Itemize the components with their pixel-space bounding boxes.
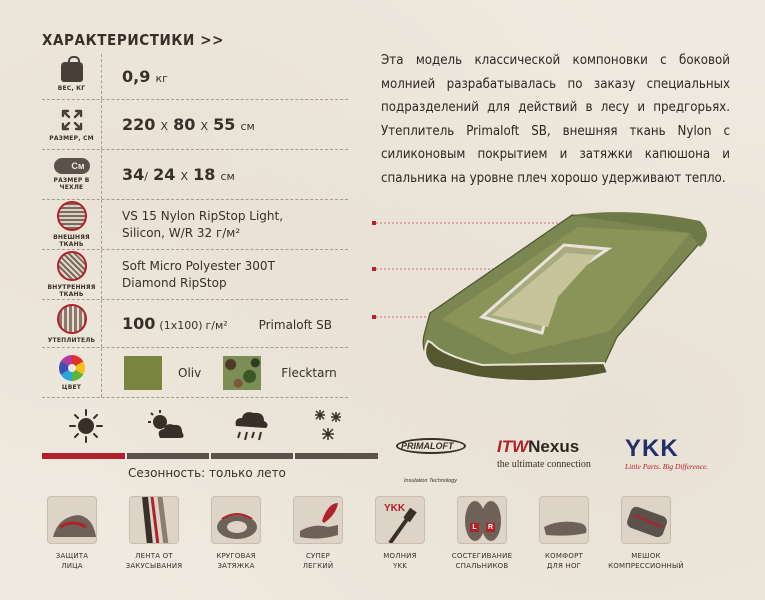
insulation-detail: (1х100) [159, 319, 203, 332]
feature-foot-comfort [526, 496, 602, 571]
feature-caption: КРУГОВАЯ ЗАТЯЖКА [216, 552, 256, 570]
spec-row-size [42, 100, 348, 150]
spec-row-outer-fabric [42, 200, 348, 250]
spec-value-outer [102, 208, 283, 242]
spec-icon-cell [42, 200, 102, 249]
fabric-outer-icon [57, 201, 87, 231]
drawcord-icon [211, 496, 261, 544]
primaloft-tagline: Insulation Technology [404, 478, 458, 484]
spec-value-inner [102, 258, 275, 292]
spec-icon-cell [42, 250, 102, 299]
spec-icon-cell [42, 54, 102, 99]
spec-caption: УТЕПЛИТЕЛЬ [47, 336, 96, 344]
spec-icon-cell [42, 300, 102, 347]
section-title: ХАРАКТЕРИСТИКИ >> [42, 31, 225, 49]
feature-compression-sack [608, 496, 684, 571]
color-swatch-oliv[interactable] [124, 356, 162, 390]
spec-icon-cell [42, 150, 102, 199]
callout-dots [372, 221, 376, 319]
spec-value-size [102, 115, 255, 134]
packed-unit: см [220, 170, 235, 183]
primaloft-logo [396, 438, 474, 484]
insulation-icon [57, 304, 87, 334]
right-badge: R [487, 524, 494, 531]
feature-super-light [280, 496, 356, 571]
feature-caption: ЛЕНТА ОТ ЗАКУСЫВАНИЯ [125, 552, 183, 570]
packed-sep: Х [180, 170, 188, 183]
spec-table [42, 54, 348, 394]
feature-ykk-zipper [362, 496, 438, 571]
outer-fabric-line2: Silicon, W/R 32 г/м² [122, 225, 241, 240]
size-sep: Х [200, 120, 209, 133]
spec-caption: РАЗМЕР, СМ [49, 134, 94, 142]
insulation-unit: г/м² [205, 319, 228, 332]
color-swatch-flecktarn[interactable] [223, 356, 261, 390]
color-wheel-icon [59, 355, 85, 381]
nexus-tagline: the ultimate connection [497, 459, 591, 470]
spec-caption: РАЗМЕР В ЧЕХЛЕ [53, 177, 90, 191]
season-bar [42, 453, 378, 461]
compression-sack-icon [621, 496, 671, 544]
color-label-oliv: Oliv [178, 365, 202, 380]
packed-length: 34 [122, 165, 145, 184]
bag-joining-icon [457, 496, 507, 544]
size-width: 80 [173, 115, 196, 134]
ykk-tagline: Little Parts. Big Difference. [625, 462, 709, 471]
spec-row-weight [42, 54, 348, 100]
packed-slash: / [144, 170, 148, 183]
inner-fabric-line2: Diamond RipStop [122, 275, 227, 290]
snowflakes-icon [312, 408, 352, 444]
spec-caption: ВНУТРЕННЯЯ ТКАНЬ [47, 284, 96, 298]
face-protection-icon [47, 496, 97, 544]
inner-fabric-line1: Soft Micro Polyester 300T [122, 258, 275, 273]
sleeping-bag-illustration [372, 205, 722, 390]
size-unit: см [240, 120, 255, 133]
fabric-inner-icon [57, 251, 87, 281]
spec-row-packed [42, 150, 348, 200]
feature-bag-joining [444, 496, 520, 571]
size-length: 220 [122, 115, 156, 134]
spec-caption: ВНЕШНЯЯ ТКАНЬ [53, 234, 90, 248]
spec-caption: ЦВЕТ [61, 383, 82, 391]
nexus-logo [497, 437, 607, 470]
feather-hand-icon [293, 496, 343, 544]
feature-caption: МЕШОК КОМПРЕССИОННЫЙ [608, 552, 684, 570]
weight-value: 0,9 [122, 67, 151, 86]
sun-icon [66, 408, 106, 444]
nexus-brand: ITW [497, 437, 529, 456]
size-sep: Х [160, 120, 169, 133]
resize-arrows-icon [60, 108, 84, 132]
ykk-badge: YKK [384, 503, 406, 514]
weight-unit: кг [155, 72, 168, 85]
packed-compressed: 24 [153, 165, 176, 184]
feature-caption: СУПЕР ЛЕГКИЙ [302, 552, 334, 570]
feature-drawcord [198, 496, 274, 571]
foot-comfort-icon [539, 496, 589, 544]
anti-snag-tape-icon [129, 496, 179, 544]
ykk-zipper-icon [375, 496, 425, 544]
color-label-flecktarn: Flecktarn [281, 365, 337, 380]
feature-caption: ЗАЩИТА ЛИЦА [55, 552, 89, 570]
product-description: Эта модель классической компоновки с боковой молнией разрабатывалась по заказу специальных подразделений для действий в лесу и предгорьях. Утеплитель Primaloft SB, внешняя ткань Nylon с силиконовым покрытием и затяжки капюшона и спальника на уровне плеч хорошо удерживают тепло. [381, 53, 730, 186]
feature-caption: СОСТЕГИВАНИЕ СПАЛЬНИКОВ [451, 552, 513, 570]
ykk-logo [625, 436, 735, 471]
left-badge: L [470, 523, 479, 532]
feature-face-protection [34, 496, 110, 571]
spec-row-insulation [42, 300, 348, 348]
spec-value-packed [102, 165, 235, 184]
packed-diameter: 18 [193, 165, 216, 184]
primaloft-name: PRIMALOFT [401, 441, 454, 451]
feature-anti-snag-tape [116, 496, 192, 571]
ykk-name: YKK [625, 435, 679, 462]
color-options [102, 356, 337, 390]
nexus-name: Nexus [528, 437, 580, 456]
weight-icon [61, 62, 83, 82]
spec-icon-cell [42, 100, 102, 149]
pack-icon: См [54, 158, 90, 174]
spec-value-weight [102, 67, 168, 86]
spec-row-inner-fabric [42, 250, 348, 300]
spec-row-color [42, 348, 348, 398]
feature-caption: КОМФОРТ ДЛЯ НОГ [545, 552, 583, 570]
rain-cloud-icon [230, 408, 270, 444]
spec-caption: ВЕС, КГ [57, 84, 86, 92]
feature-caption: МОЛНИЯ YKK [383, 552, 417, 570]
spec-value-insulation [102, 314, 348, 333]
insulation-value: 100 [122, 314, 156, 333]
season-fill [42, 453, 125, 459]
spec-icon-cell [42, 348, 102, 397]
size-height: 55 [213, 115, 236, 134]
outer-fabric-line1: VS 15 Nylon RipStop Light, [122, 208, 284, 223]
season-label: Сезонность: только лето [128, 466, 286, 480]
insulation-brand: Primaloft SB [258, 318, 332, 332]
sun-cloud-icon [146, 408, 186, 444]
